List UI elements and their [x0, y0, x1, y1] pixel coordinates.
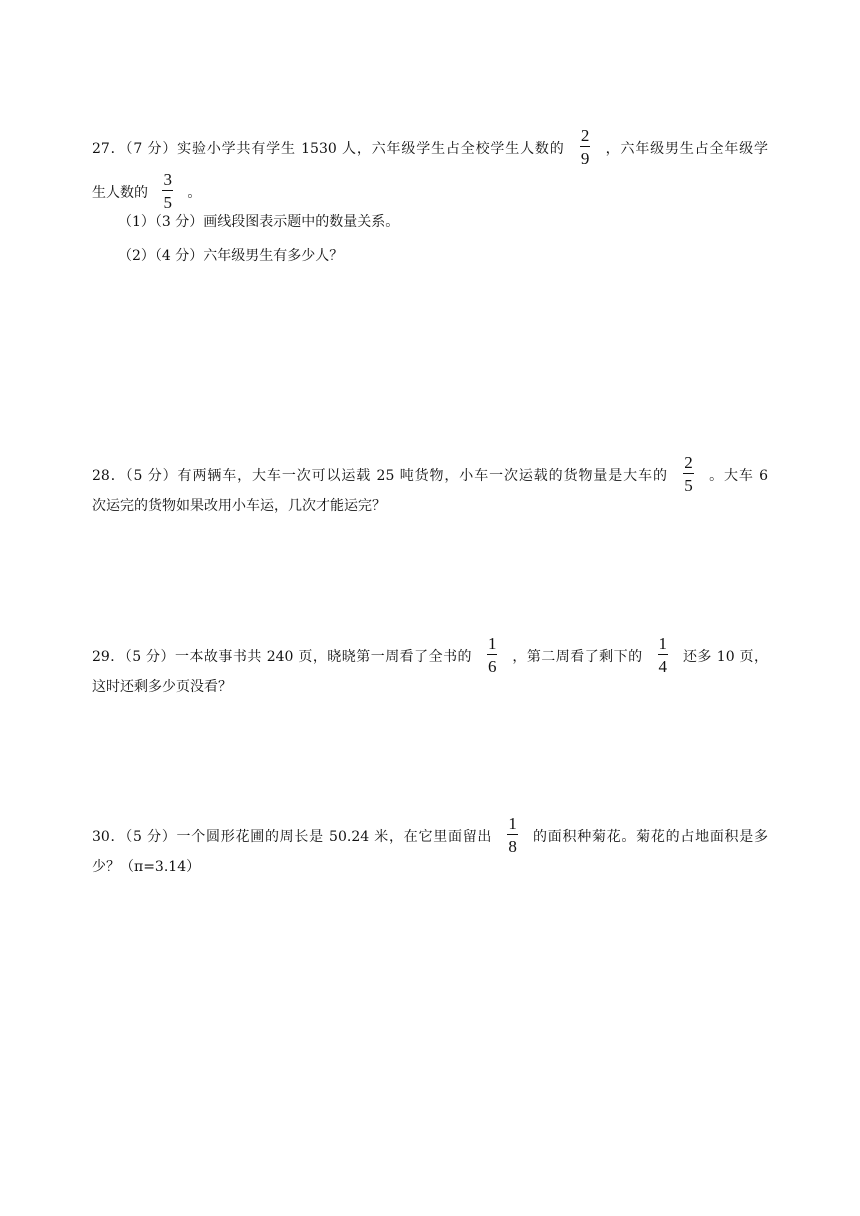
q27-line2	[92, 172, 768, 214]
q27-line1	[92, 128, 768, 170]
q28-text-b: 。大车 6	[709, 468, 769, 484]
q27-text-c: 生人数的	[92, 185, 148, 201]
q30-line2: 少？（π=3.14）	[92, 859, 201, 875]
q30-fraction: $\frac{1}{8}$	[508, 814, 517, 856]
q27-subquestion-1: （1）（3 分）画线段图表示题中的数量关系。	[118, 214, 400, 230]
q29-text-c: 还多 10 页，	[682, 649, 769, 665]
q27-text-b: ，六年级男生占全年级学	[605, 141, 769, 157]
q28-text-a: 28．（5 分）有两辆车，大车一次可以运载 25 吨货物，小车一次运载的货物量是大车的	[92, 468, 668, 484]
q30-line1	[92, 816, 768, 858]
q28-line2: 次运完的货物如果改用小车运，几次才能运完？	[92, 498, 386, 514]
q29-text-a: 29．（5 分）一本故事书共 240 页，晓晓第一周看了全书的	[92, 649, 473, 665]
q27-text-a: 27．（7 分）实验小学共有学生 1530 人，六年级学生占全校学生人数的	[92, 141, 565, 157]
q29-line2: 这时还剩多少页没看？	[92, 679, 232, 695]
q29-fraction-2: $\frac{1}{4}$	[658, 634, 668, 676]
q29-fraction-1: $\frac{1}{6}$	[487, 634, 497, 676]
q27-subquestion-2: （2）（4 分）六年级男生有多少人？	[118, 248, 344, 264]
q27-fraction-2: $\frac{3}{5}$	[163, 170, 172, 212]
q30-text-b: 的面积种菊花。菊花的占地面积是多	[533, 829, 769, 845]
q27-fraction-1: $\frac{2}{9}$	[580, 126, 590, 168]
q28-line1	[92, 455, 768, 497]
q27-text-d: 。	[187, 185, 202, 201]
q28-fraction: $\frac{2}{5}$	[684, 453, 693, 495]
q30-text-a: 30．（5 分）一个圆形花圃的周长是 50.24 米，在它里面留出	[92, 829, 493, 845]
q29-text-b: ，第二周看了剩下的	[512, 649, 643, 665]
q29-line1	[92, 636, 768, 678]
